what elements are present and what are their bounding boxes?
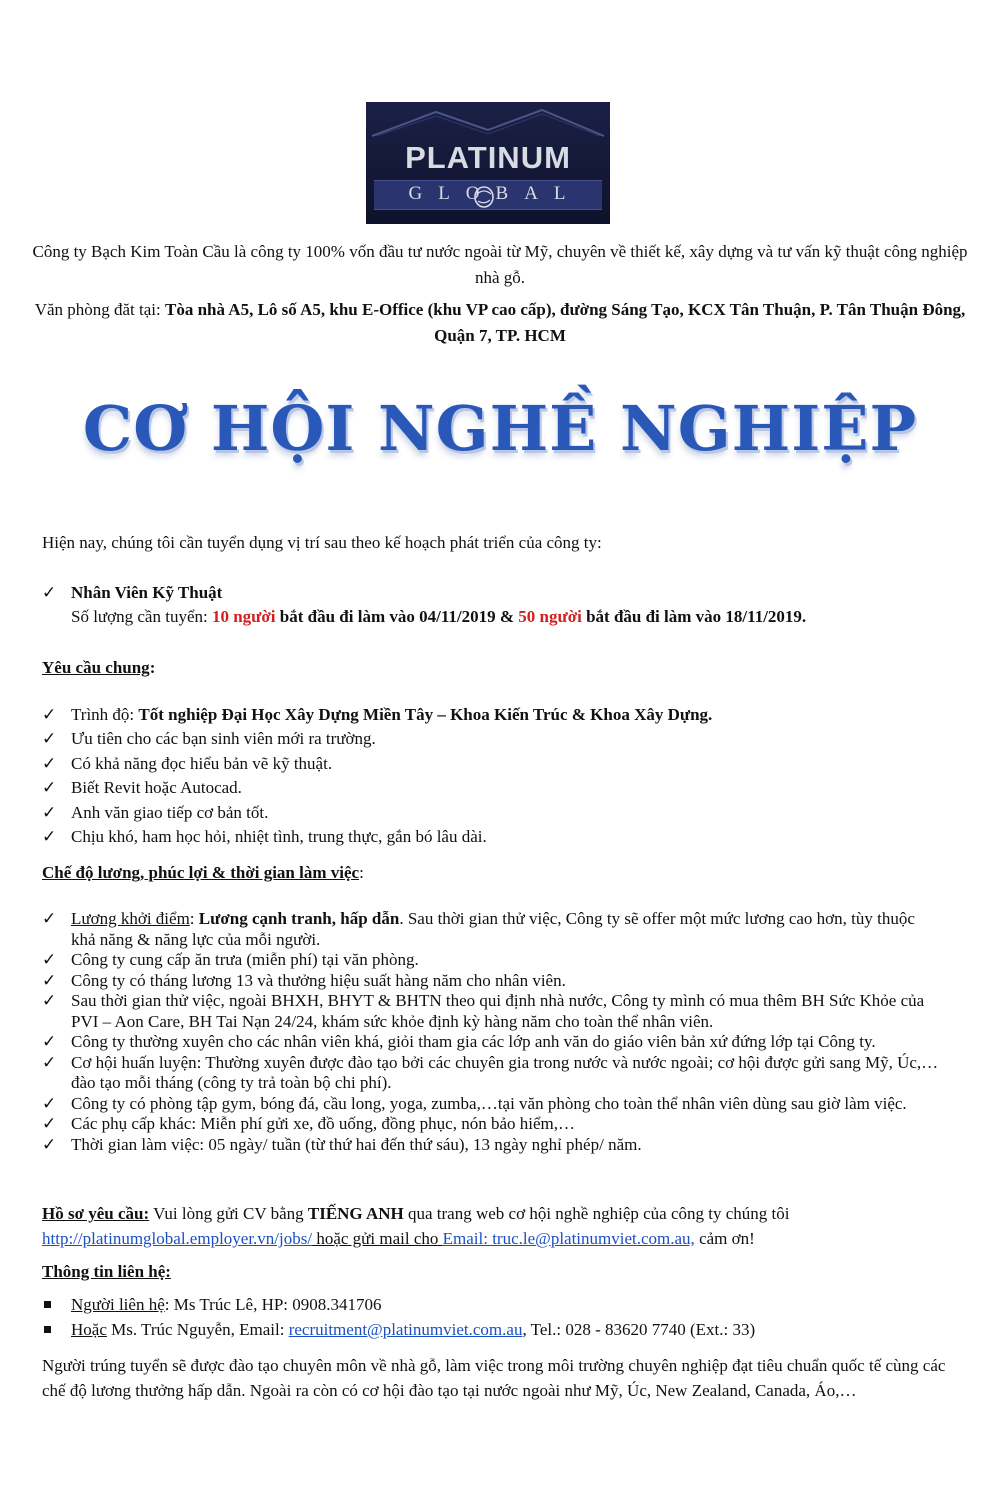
- salary-rest: . Sau thời gian thử việc, Công ty sẽ offer một mức lương cao hơn, tùy thuộc khả năng & năng lực của mỗi người.: [71, 909, 915, 949]
- list-item: [42, 727, 942, 751]
- checkmark-icon: ✓: [42, 1032, 57, 1051]
- list-item: [42, 801, 942, 825]
- position-qty-label: Số lượng cần tuyển:: [71, 607, 212, 626]
- requirements-list: [42, 703, 942, 849]
- list-item-text: Công ty có phòng tập gym, bóng đá, cầu long, yoga, zumba,…tại văn phòng cho toàn thể nhân viên dùng sau giờ làm việc.: [71, 1093, 907, 1113]
- square-bullet-icon: [44, 1326, 51, 1333]
- benefits-heading: [42, 861, 942, 885]
- requirements-heading: [42, 656, 942, 680]
- list-item: [42, 703, 942, 727]
- checkmark-icon: ✓: [42, 826, 57, 846]
- jobs-link[interactable]: http://platinumglobal.employer.vn/jobs/: [42, 1229, 313, 1248]
- list-item: [42, 1094, 942, 1115]
- list-item-text: Cơ hội huấn luyện: Thường xuyên được đào tạo bởi các chuyên gia trong nước và nước ngoài; cơ hội được gửi sang Mỹ, Úc,… đào tạo mỗi tháng (công ty trả toàn bộ chi phí).: [71, 1052, 939, 1092]
- application-text1: Vui lòng gửi CV bằng: [149, 1204, 308, 1223]
- email-link[interactable]: Email: truc.le@platinumviet.com.au,: [442, 1229, 695, 1248]
- list-item: [42, 752, 942, 776]
- list-item-text: Các phụ cấp khác: Miễn phí gửi xe, đồ uống, đồng phục, nón bảo hiểm,…: [71, 1114, 576, 1133]
- requirements-heading-colon: :: [149, 658, 156, 677]
- list-item-text: Sau thời gian thử việc, ngoài BHXH, BHYT & BHTN theo qui định nhà nước, Công ty mình có mua thêm BH Sức Khỏe của PVI – Aon Care, BH Tai Nạn 24/24, khám sức khỏe định kỳ hàng năm cho toàn thể nhân viên.: [71, 991, 925, 1031]
- recruitment-email-link[interactable]: recruitment@platinumviet.com.au: [288, 1319, 523, 1339]
- list-item-text: Chịu khó, ham học hỏi, nhiệt tình, trung thực, gắn bó lâu dài.: [71, 826, 487, 846]
- list-item-text: Công ty có tháng lương 13 và thưởng hiệu suất hàng năm cho nhân viên.: [71, 970, 566, 990]
- platinum-global-logo: [366, 102, 610, 224]
- globe-icon: [472, 184, 496, 210]
- benefits-heading-colon: :: [359, 863, 364, 882]
- position-list: [42, 581, 942, 629]
- list-item-text: Công ty thường xuyên cho các nhân viên khá, giỏi tham gia các lớp anh văn do giáo viên bản xứ đứng lớp tại Công ty.: [71, 1032, 876, 1051]
- list-item-text: Anh văn giao tiếp cơ bản tốt.: [71, 802, 269, 822]
- application-text2: qua trang web cơ hội nghề nghiệp của công ty chúng tôi: [403, 1204, 790, 1223]
- requirements-heading-text: Yêu cầu chung: [42, 658, 150, 677]
- list-item-text: Ưu tiên cho các bạn sinh viên mới ra trường.: [71, 729, 376, 749]
- list-item: [42, 1293, 942, 1318]
- office-address-value: Tòa nhà A5, Lô số A5, khu E-Office (khu VP cao cấp), đường Sáng Tạo, KCX Tân Thuận, P. Tân Thuận Đông, Quận 7, TP. HCM: [165, 300, 966, 345]
- contact-heading: [42, 1260, 942, 1284]
- checkmark-icon: ✓: [42, 729, 57, 749]
- edu-label: Trình độ:: [71, 705, 139, 724]
- checkmark-icon: ✓: [42, 950, 57, 969]
- contact-list: [42, 1293, 942, 1342]
- list-item: [42, 776, 942, 800]
- benefits-heading-text: Chế độ lương, phúc lợi & thời gian làm việc: [42, 863, 360, 882]
- position-title: Nhân Viên Kỹ Thuật: [71, 583, 223, 602]
- list-item-text: Biết Revit hoặc Autocad.: [71, 778, 242, 798]
- application-text3: hoặc gửi mail cho: [312, 1229, 443, 1248]
- contact-person1-label: Người liên hệ: [71, 1295, 165, 1314]
- checkmark-icon: ✓: [42, 1114, 57, 1133]
- logo-platinum-text: PLATINUM: [405, 140, 571, 175]
- list-item-text: Thời gian làm việc: 05 ngày/ tuần (từ thứ hai đến thứ sáu), 13 ngày nghỉ phép/ năm.: [71, 1134, 642, 1154]
- list-item: [42, 950, 942, 971]
- application-english: TIẾNG ANH: [307, 1204, 404, 1223]
- logo-global-text: GLOBAL: [408, 183, 582, 204]
- checkmark-icon: ✓: [42, 909, 57, 928]
- contact-person2-tel: , Tel.: 028 - 83620 7740 (Ext.: 33): [522, 1319, 756, 1339]
- salary-label: Lương khởi điểm: [71, 909, 190, 928]
- checkmark-icon: ✓: [42, 583, 57, 602]
- checkmark-icon: ✓: [42, 778, 57, 798]
- contact-heading-text: Thông tin liên hệ:: [42, 1262, 171, 1281]
- edu-value: Tốt nghiệp Đại Học Xây Dựng Miền Tây – Khoa Kiến Trúc & Khoa Xây Dựng.: [138, 705, 713, 724]
- checkmark-icon: ✓: [42, 991, 57, 1010]
- list-item-text: Có khả năng đọc hiểu bản vẽ kỹ thuật.: [71, 753, 333, 773]
- list-item: [42, 825, 942, 849]
- list-item: [42, 1114, 942, 1135]
- list-item: [42, 1053, 942, 1094]
- checkmark-icon: ✓: [42, 705, 57, 724]
- checkmark-icon: ✓: [42, 1093, 57, 1113]
- list-item-text: Công ty cung cấp ăn trưa (miễn phí) tại văn phòng.: [71, 950, 419, 969]
- application-heading: Hồ sơ yêu cầu:: [42, 1204, 150, 1223]
- application-thanks: cảm ơn!: [694, 1229, 755, 1248]
- position-item: [42, 581, 942, 629]
- contact-person2-label: Hoặc: [71, 1319, 107, 1339]
- checkmark-icon: ✓: [42, 1134, 57, 1154]
- list-item: [42, 991, 942, 1032]
- checkmark-icon: ✓: [42, 753, 57, 773]
- application-paragraph: [42, 1201, 942, 1251]
- office-label: Văn phòng đăt tại:: [34, 300, 165, 319]
- contact-person1-text: : Ms Trúc Lê, HP: 0908.341706: [164, 1295, 382, 1314]
- office-address: [30, 297, 970, 349]
- benefits-list: [42, 909, 942, 1155]
- list-item: [42, 1318, 942, 1343]
- list-item: [42, 971, 942, 992]
- list-item: [42, 1032, 942, 1053]
- position-qty2: 50 người: [518, 607, 582, 626]
- position-qty1: 10 người: [211, 607, 276, 626]
- company-intro: Công ty Bạch Kim Toàn Cầu là công ty 100% vốn đầu tư nước ngoài từ Mỹ, chuyên về thiết kế, xây dựng và tư vấn kỹ thuật công nghiệp nhà gỗ.: [32, 242, 968, 287]
- position-start2: bắt đầu đi làm vào 18/11/2019.: [581, 607, 807, 626]
- checkmark-icon: ✓: [42, 802, 57, 822]
- page-headline: CƠ HỘI NGHỀ NGHIỆP: [82, 392, 918, 465]
- closing-paragraph: Người trúng tuyển sẽ được đào tạo chuyên môn về nhà gỗ, làm việc trong môi trường chuyên nghiệp đạt tiêu chuẩn quốc tế cùng các chế độ lương thưởng hấp dẫn. Ngoài ra còn có cơ hội đào tạo tại nước ngoài như Mỹ, Úc, New Zealand, Canada, Áo,…: [42, 1356, 946, 1400]
- salary-value: Lương cạnh tranh, hấp dẫn: [198, 909, 400, 928]
- salary-colon: :: [189, 909, 199, 928]
- hiring-intro: Hiện nay, chúng tôi cần tuyển dụng vị trí sau theo kế hoạch phát triển của công ty:: [42, 533, 602, 552]
- position-start1: bắt đầu đi làm vào 04/11/2019 &: [275, 607, 519, 626]
- checkmark-icon: ✓: [42, 1052, 57, 1072]
- contact-person2-text: Ms. Trúc Nguyễn, Email:: [106, 1319, 289, 1339]
- list-item: [42, 909, 942, 950]
- checkmark-icon: ✓: [42, 970, 57, 990]
- square-bullet-icon: [44, 1301, 51, 1308]
- list-item: [42, 1135, 942, 1156]
